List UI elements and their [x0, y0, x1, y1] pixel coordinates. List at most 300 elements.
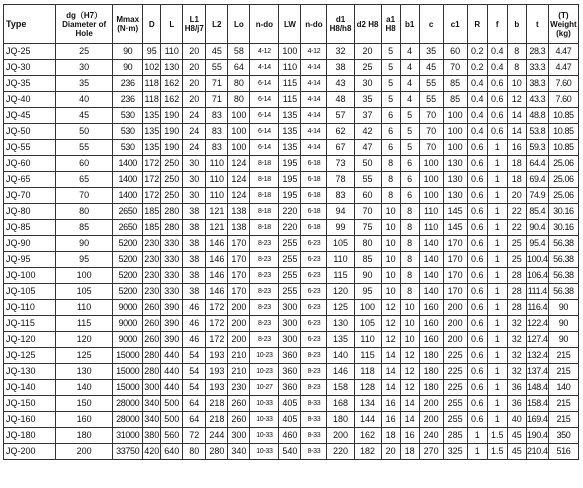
table-cell: 6 [381, 108, 400, 124]
table-cell: 5 [381, 76, 400, 92]
table-cell: 0.6 [467, 268, 487, 284]
table-cell: 72 [183, 428, 206, 444]
table-cell: 8-23 [250, 300, 279, 316]
table-cell: 5 [381, 44, 400, 60]
table-cell: 144 [354, 412, 381, 428]
table-row [4, 76, 579, 92]
table-cell: 14 [400, 396, 419, 412]
table-cell: 280 [161, 220, 183, 236]
table-cell: 8 [381, 156, 400, 172]
table-cell: 60 [56, 156, 113, 172]
table-row [4, 172, 579, 188]
table-cell: 40 [56, 92, 113, 108]
table-row [4, 236, 579, 252]
table-cell: 8 [400, 236, 419, 252]
table-cell: 100 [443, 124, 467, 140]
table-cell: 6-14 [250, 108, 279, 124]
table-cell: 1 [487, 412, 507, 428]
table-cell: 140 [419, 236, 443, 252]
table-cell: 6-18 [301, 172, 327, 188]
table-body [4, 44, 579, 460]
table-cell: 4-12 [301, 44, 327, 60]
table-cell: 140 [419, 268, 443, 284]
table-cell: 80 [354, 236, 381, 252]
table-cell: 8-18 [250, 172, 279, 188]
table-cell: 236 [113, 76, 143, 92]
table-cell: 12 [381, 316, 400, 332]
table-cell: 330 [161, 236, 183, 252]
table-cell: 70 [419, 140, 443, 156]
table-cell: JQ-35 [4, 76, 56, 92]
table-cell: 162 [354, 428, 381, 444]
table-cell: 0.6 [467, 140, 487, 156]
table-cell: 6-18 [301, 188, 327, 204]
table-cell: 6-18 [301, 220, 327, 236]
table-cell: 260 [228, 396, 250, 412]
table-row [4, 60, 579, 76]
table-cell: 1400 [113, 188, 143, 204]
table-cell: 110 [206, 188, 228, 204]
table-cell: 215 [548, 348, 578, 364]
table-cell: JQ-160 [4, 412, 56, 428]
table-cell: 5 [381, 92, 400, 108]
table-cell: 0.4 [467, 92, 487, 108]
table-cell: 25 [56, 44, 113, 60]
table-cell: 116.4 [526, 300, 548, 316]
table-cell: JQ-110 [4, 300, 56, 316]
table-cell: 193 [206, 380, 228, 396]
table-cell: 20 [183, 76, 206, 92]
table-cell: 1 [487, 316, 507, 332]
table-cell: 6-14 [250, 124, 279, 140]
table-cell: 4.47 [548, 60, 578, 76]
column-header: b1 [400, 5, 419, 44]
table-cell: 25.06 [548, 172, 578, 188]
table-cell: 59.3 [526, 140, 548, 156]
table-cell: 180 [419, 364, 443, 380]
table-cell: 8-18 [250, 220, 279, 236]
table-cell: 7.60 [548, 92, 578, 108]
table-cell: 185 [143, 220, 161, 236]
table-cell: 560 [161, 428, 183, 444]
table-cell: 9000 [113, 316, 143, 332]
table-cell: 100 [279, 44, 301, 60]
table-cell: 0.4 [487, 60, 507, 76]
column-header: c1 [443, 5, 467, 44]
table-row [4, 268, 579, 284]
table-cell: 340 [143, 412, 161, 428]
table-cell: 162 [161, 76, 183, 92]
table-cell: JQ-90 [4, 236, 56, 252]
table-cell: 1 [487, 396, 507, 412]
table-cell: 146 [206, 284, 228, 300]
table-cell: 405 [279, 412, 301, 428]
table-cell: 168 [327, 396, 354, 412]
table-cell: 95 [143, 44, 161, 60]
table-cell: 180 [327, 412, 354, 428]
table-cell: 40 [507, 412, 526, 428]
table-cell: 32 [507, 316, 526, 332]
table-cell: 56.38 [548, 268, 578, 284]
table-cell: 135 [279, 108, 301, 124]
table-cell: 12 [381, 300, 400, 316]
table-cell: 115 [327, 268, 354, 284]
table-cell: 140 [419, 252, 443, 268]
table-cell: JQ-80 [4, 204, 56, 220]
table-cell: 24 [183, 124, 206, 140]
table-cell: 6-23 [301, 316, 327, 332]
table-cell: 22 [507, 220, 526, 236]
table-cell: 55 [56, 140, 113, 156]
table-cell: 2650 [113, 204, 143, 220]
table-cell: 530 [113, 108, 143, 124]
table-cell: 28 [507, 284, 526, 300]
table-cell: 0.4 [467, 108, 487, 124]
table-cell: 12 [400, 380, 419, 396]
table-row [4, 316, 579, 332]
table-cell: JQ-40 [4, 92, 56, 108]
table-cell: 0.2 [467, 60, 487, 76]
table-cell: 138 [228, 220, 250, 236]
table-cell: 4-14 [301, 124, 327, 140]
table-cell: 8-23 [250, 252, 279, 268]
table-cell: 124 [228, 156, 250, 172]
table-cell: 218 [206, 396, 228, 412]
table-cell: 236 [113, 92, 143, 108]
table-cell: 56.38 [548, 284, 578, 300]
table-cell: 48 [327, 92, 354, 108]
table-cell: 280 [206, 444, 228, 460]
table-cell: 14 [400, 412, 419, 428]
table-cell: 99 [327, 220, 354, 236]
table-cell: 121 [206, 220, 228, 236]
table-cell: 300 [143, 380, 161, 396]
table-cell: 0.6 [467, 188, 487, 204]
table-cell: 43 [327, 76, 354, 92]
table-cell: 85 [443, 76, 467, 92]
table-cell: 172 [143, 156, 161, 172]
table-cell: 46 [183, 300, 206, 316]
table-cell: JQ-45 [4, 108, 56, 124]
table-cell: 30 [183, 188, 206, 204]
table-cell: 10 [381, 204, 400, 220]
table-cell: 190.4 [526, 428, 548, 444]
table-row [4, 108, 579, 124]
table-cell: 210 [228, 364, 250, 380]
table-cell: 24 [183, 108, 206, 124]
table-cell: 12 [381, 332, 400, 348]
table-cell: 83 [327, 188, 354, 204]
table-cell: 33750 [113, 444, 143, 460]
table-cell: 340 [228, 444, 250, 460]
table-cell: 180 [56, 428, 113, 444]
table-cell: 12 [400, 348, 419, 364]
table-cell: 215 [548, 412, 578, 428]
table-cell: 80 [56, 204, 113, 220]
table-cell: 115 [56, 316, 113, 332]
table-cell: 0.6 [467, 396, 487, 412]
table-cell: 30.16 [548, 204, 578, 220]
table-cell: 300 [228, 428, 250, 444]
table-cell: 440 [161, 364, 183, 380]
table-cell: 10 [381, 252, 400, 268]
table-cell: 55 [419, 92, 443, 108]
table-cell: 6-14 [250, 76, 279, 92]
table-cell: 6-23 [301, 268, 327, 284]
table-cell: 6-23 [301, 332, 327, 348]
table-cell: 640 [161, 444, 183, 460]
table-cell: 16 [400, 428, 419, 444]
table-cell: 0.6 [487, 108, 507, 124]
table-cell: 190 [161, 124, 183, 140]
table-row [4, 284, 579, 300]
column-header: Mmax (N·m) [113, 5, 143, 44]
table-cell: 110 [279, 60, 301, 76]
table-cell: 8-23 [250, 284, 279, 300]
table-cell: 8 [400, 220, 419, 236]
table-cell: 15000 [113, 364, 143, 380]
table-cell: 105 [56, 284, 113, 300]
table-cell: 225 [443, 348, 467, 364]
table-cell: 67 [327, 140, 354, 156]
table-cell: 20 [354, 44, 381, 60]
table-cell: 193 [206, 348, 228, 364]
table-cell: 32 [327, 44, 354, 60]
table-cell: 210.4 [526, 444, 548, 460]
table-cell: 25.06 [548, 156, 578, 172]
table-cell: 170 [228, 268, 250, 284]
table-cell: 4.47 [548, 44, 578, 60]
table-cell: 111.4 [526, 284, 548, 300]
table-row [4, 220, 579, 236]
table-cell: 32 [507, 364, 526, 380]
table-cell: 130 [443, 156, 467, 172]
table-cell: 2650 [113, 220, 143, 236]
table-row [4, 380, 579, 396]
table-cell: 6 [381, 140, 400, 156]
table-cell: 38 [183, 252, 206, 268]
table-cell: 169.4 [526, 412, 548, 428]
table-row [4, 44, 579, 60]
table-cell: 65 [56, 172, 113, 188]
table-cell: 5200 [113, 252, 143, 268]
table-cell: 48.8 [526, 108, 548, 124]
table-cell: 250 [161, 172, 183, 188]
table-row [4, 252, 579, 268]
table-cell: 1 [487, 156, 507, 172]
table-cell: 158 [327, 380, 354, 396]
table-cell: 10 [381, 284, 400, 300]
table-cell: 540 [279, 444, 301, 460]
table-cell: 130 [327, 316, 354, 332]
table-cell: 0.4 [467, 76, 487, 92]
table-cell: 14 [507, 108, 526, 124]
table-cell: 118 [143, 76, 161, 92]
table-cell: JQ-125 [4, 348, 56, 364]
table-cell: 36 [507, 396, 526, 412]
table-cell: JQ-115 [4, 316, 56, 332]
table-cell: 260 [143, 316, 161, 332]
table-cell: 10 [400, 316, 419, 332]
table-cell: 0.6 [467, 380, 487, 396]
table-cell: 255 [279, 284, 301, 300]
table-cell: 38 [183, 204, 206, 220]
table-cell: 85 [56, 220, 113, 236]
table-cell: 244 [206, 428, 228, 444]
table-cell: 4 [400, 60, 419, 76]
table-cell: 45 [56, 108, 113, 124]
table-cell: 134 [354, 396, 381, 412]
table-cell: 1 [487, 140, 507, 156]
table-cell: 8-23 [250, 316, 279, 332]
table-cell: 1 [487, 364, 507, 380]
table-cell: 14 [381, 348, 400, 364]
table-cell: 95 [56, 252, 113, 268]
table-cell: 200 [228, 300, 250, 316]
table-cell: 10-27 [250, 380, 279, 396]
table-cell: 100 [228, 108, 250, 124]
table-cell: 200 [327, 428, 354, 444]
table-cell: 70 [354, 204, 381, 220]
table-cell: 230 [143, 252, 161, 268]
table-cell: 225 [443, 380, 467, 396]
table-cell: 38 [183, 284, 206, 300]
table-cell: 8-18 [250, 156, 279, 172]
table-row [4, 412, 579, 428]
table-cell: 146 [206, 268, 228, 284]
table-cell: 4 [400, 76, 419, 92]
table-cell: 1400 [113, 172, 143, 188]
table-cell: 172 [206, 332, 228, 348]
table-cell: 280 [143, 364, 161, 380]
table-cell: 28000 [113, 412, 143, 428]
table-cell: 64 [183, 396, 206, 412]
table-cell: 20 [183, 60, 206, 76]
table-cell: 4-14 [301, 140, 327, 156]
table-cell: 90 [548, 332, 578, 348]
table-cell: 5 [400, 140, 419, 156]
table-cell: 8-33 [301, 412, 327, 428]
table-row [4, 140, 579, 156]
table-cell: 4-14 [250, 60, 279, 76]
column-header: Type [4, 5, 56, 44]
table-cell: 90 [354, 268, 381, 284]
table-cell: 10 [381, 220, 400, 236]
table-cell: 30 [56, 60, 113, 76]
table-cell: 18 [507, 156, 526, 172]
column-header: D [143, 5, 161, 44]
table-cell: 516 [548, 444, 578, 460]
table-cell: 0.2 [467, 44, 487, 60]
table-cell: 172 [206, 316, 228, 332]
column-header: d1 H8/h8 [327, 5, 354, 44]
table-cell: 6-14 [250, 140, 279, 156]
table-cell: 8-23 [301, 348, 327, 364]
table-cell: 9000 [113, 300, 143, 316]
table-row [4, 204, 579, 220]
table-cell: 500 [161, 412, 183, 428]
table-cell: 30.16 [548, 220, 578, 236]
column-header: n-do [301, 5, 327, 44]
table-cell: 8-18 [250, 204, 279, 220]
table-cell: 270 [419, 444, 443, 460]
table-cell: 0.4 [467, 124, 487, 140]
table-cell: 135 [143, 108, 161, 124]
table-cell: 380 [143, 428, 161, 444]
table-cell: 124 [228, 172, 250, 188]
table-cell: 28000 [113, 396, 143, 412]
table-cell: 10 [381, 236, 400, 252]
table-cell: 60 [443, 44, 467, 60]
table-cell: 55 [419, 76, 443, 92]
table-cell: 10-33 [250, 444, 279, 460]
table-cell: 102 [143, 60, 161, 76]
table-cell: 360 [279, 364, 301, 380]
table-cell: 10 [507, 76, 526, 92]
table-cell: 80 [228, 76, 250, 92]
table-cell: 118 [354, 364, 381, 380]
table-cell: 120 [56, 332, 113, 348]
table-cell: 16 [507, 140, 526, 156]
table-cell: 0.6 [467, 204, 487, 220]
table-cell: 38 [183, 220, 206, 236]
table-cell: 100 [443, 108, 467, 124]
table-cell: JQ-25 [4, 44, 56, 60]
table-cell: 35 [419, 44, 443, 60]
table-cell: 160 [419, 316, 443, 332]
table-cell: 20 [381, 444, 400, 460]
table-cell: 110 [419, 220, 443, 236]
table-cell: JQ-60 [4, 156, 56, 172]
table-cell: 120 [327, 284, 354, 300]
table-cell: 37 [354, 108, 381, 124]
table-cell: 0.6 [467, 172, 487, 188]
table-cell: 115 [354, 348, 381, 364]
table-cell: 5 [400, 108, 419, 124]
table-cell: 90 [548, 316, 578, 332]
table-cell: 100.4 [526, 252, 548, 268]
table-cell: 280 [161, 204, 183, 220]
table-cell: 137.4 [526, 364, 548, 380]
table-cell: 230 [143, 236, 161, 252]
table-header [4, 5, 579, 44]
column-header: t [526, 5, 548, 44]
table-cell: 215 [548, 364, 578, 380]
table-cell: 5 [381, 60, 400, 76]
table-cell: 31000 [113, 428, 143, 444]
table-cell: 10 [381, 268, 400, 284]
table-cell: 6-18 [301, 156, 327, 172]
table-cell: 90 [113, 60, 143, 76]
table-cell: 1 [487, 252, 507, 268]
table-cell: 54 [183, 380, 206, 396]
table-cell: JQ-120 [4, 332, 56, 348]
table-cell: 440 [161, 348, 183, 364]
table-cell: 4 [400, 44, 419, 60]
table-cell: 10.85 [548, 140, 578, 156]
table-cell: 160 [419, 332, 443, 348]
table-cell: JQ-30 [4, 60, 56, 76]
table-cell: 230 [143, 284, 161, 300]
table-cell: 54 [183, 364, 206, 380]
table-cell: 83 [206, 124, 228, 140]
table-cell: 6 [400, 188, 419, 204]
table-cell: 250 [161, 188, 183, 204]
table-cell: 6-23 [301, 252, 327, 268]
table-cell: 18 [507, 172, 526, 188]
table-cell: 1 [487, 284, 507, 300]
table-cell: 1 [487, 188, 507, 204]
